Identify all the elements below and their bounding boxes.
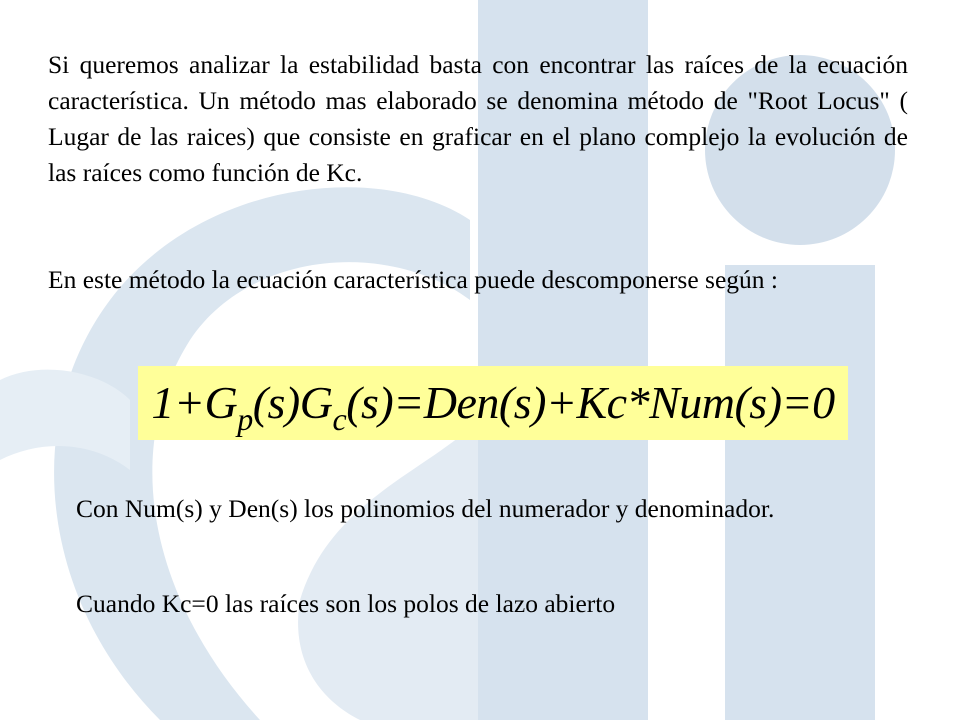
equation-gp-subscript: p — [237, 401, 253, 437]
characteristic-equation — [151, 377, 835, 437]
equation-gc-subscript: c — [332, 401, 347, 437]
decomposition-paragraph: En este método la ecuación característica puede descomponerse según : — [48, 265, 778, 294]
polynomials-paragraph: Con Num(s) y Den(s) los polinomios del numerador y denominador. — [76, 494, 775, 523]
equation-one-plus: 1+ — [151, 377, 205, 428]
characteristic-equation-box — [138, 366, 848, 440]
equation-rhs: =Den(s)+Kc*Num(s)=0 — [393, 377, 835, 428]
equation-gp-argument: (s) — [252, 377, 300, 428]
equation-gp: G — [204, 377, 238, 428]
equation-gc: G — [299, 377, 333, 428]
equation-gc-argument: (s) — [346, 377, 394, 428]
intro-paragraph: Si queremos analizar la estabilidad basta con encontrar las raíces de la ecuación característica. Un método mas elaborado se denomina método de "Root Locus" ( Lugar de las raices) que consiste en graficar en el plano complejo la evolución de las raíces como función de Kc. — [48, 50, 908, 187]
open-loop-poles-paragraph: Cuando Kc=0 las raíces son los polos de lazo abierto — [76, 589, 616, 618]
